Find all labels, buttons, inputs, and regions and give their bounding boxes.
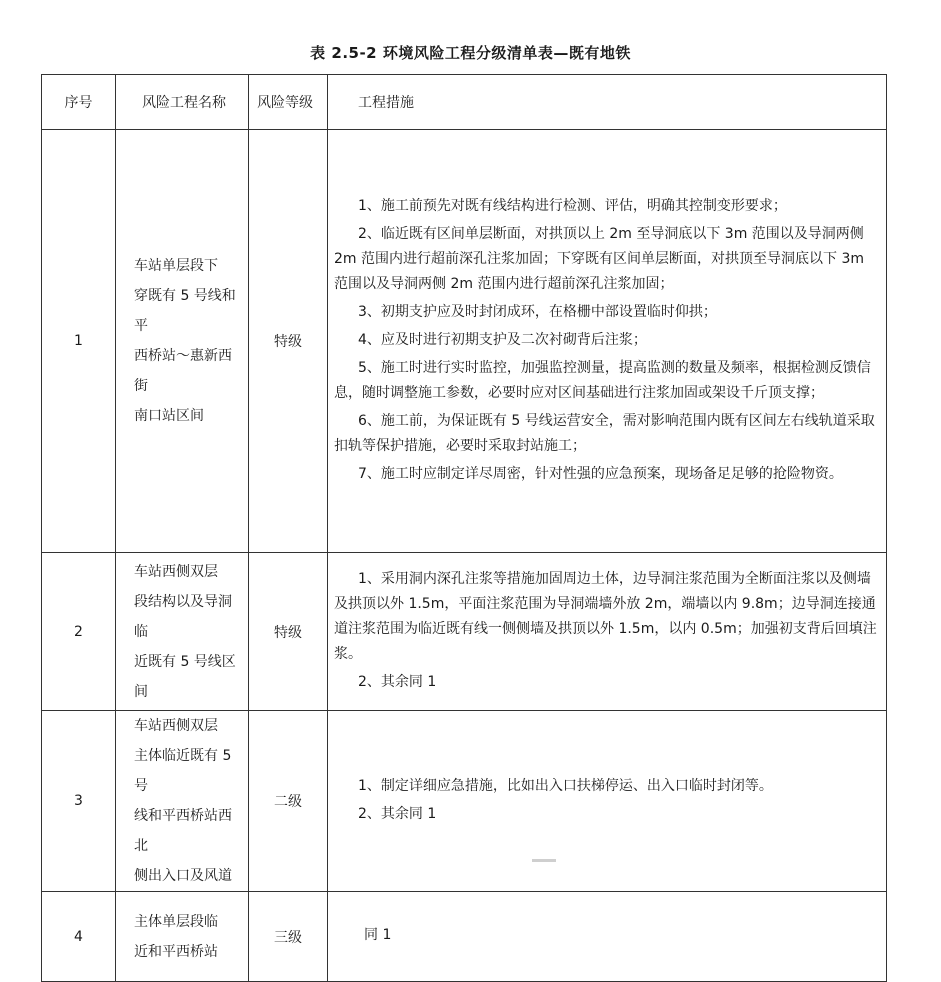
risk-name: 车站西侧双层 段结构以及导洞临 近既有 5 号线区间 [116, 553, 249, 711]
measure-item: 7、施工时应制定详尽周密，针对性强的应急预案，现场备足足够的抢险物资。 [358, 465, 843, 482]
measure-item: 1、施工前预先对既有线结构进行检测、评估，明确其控制变形要求； [358, 197, 787, 214]
measure-item: 2、其余同 1 [358, 805, 437, 822]
table-title: 表 2.5-2 环境风险工程分级清单表—既有地铁 [310, 44, 631, 62]
risk-level: 特级 [249, 130, 328, 553]
measures-cell [328, 892, 887, 982]
measure-item: 3、初期支护应及时封闭成环，在格栅中部设置临时仰拱； [358, 303, 717, 320]
table-row [42, 711, 887, 892]
risk-name: 主体单层段临 近和平西桥站 [116, 892, 249, 982]
table-row [42, 130, 887, 553]
measure-item: 2、其余同 1 [358, 673, 437, 690]
risk-level: 三级 [249, 892, 328, 982]
divider-mark [532, 859, 556, 862]
measures-cell [328, 130, 887, 553]
measure-item: 6、施工前，为保证既有 5 号线运营安全，需对影响范围内既有区间左右线轨道采取扣轨等保护措施，必要时采取封站施工； [334, 412, 875, 454]
header-level: 风险等级 [249, 75, 328, 130]
measure-item: 5、施工时进行实时监控，加强监控测量，提高监测的数量及频率，根据检测反馈信息，随时调整施工参数，必要时应对区间基础进行注浆加固或架设千斤顶支撑； [334, 359, 871, 401]
table-row [42, 892, 887, 982]
row-index: 4 [42, 892, 116, 982]
row-index: 1 [42, 130, 116, 553]
measure-item: 2、临近既有区间单层断面，对拱顶以上 2m 至导洞底以下 3m 范围以及导洞两侧 2m 范围内进行超前深孔注浆加固；下穿既有区间单层断面，对拱顶至导洞底以下 3m 范围以及导洞两侧 2m 范围内进行超前深孔注浆加固； [334, 225, 864, 292]
measure-item: 1、采用洞内深孔注浆等措施加固周边土体，边导洞注浆范围为全断面注浆以及侧墙及拱顶以外 1.5m，平面注浆范围为导洞端墙外放 2m，端墙以内 9.8m；边导洞连接通道注浆范围为临近既有线一侧侧墙及拱顶以外 1.5m，以内 0.5m；加强初支背后回填注浆。 [334, 570, 877, 662]
risk-level: 特级 [249, 553, 328, 711]
header-name: 风险工程名称 [116, 75, 249, 130]
header-measures: 工程措施 [328, 75, 887, 130]
risk-name: 车站单层段下 穿既有 5 号线和平 西桥站～惠新西街 南口站区间 [116, 130, 249, 553]
table-row [42, 553, 887, 711]
measures-cell [328, 553, 887, 711]
measure-item: 4、应及时进行初期支护及二次衬砌背后注浆； [358, 331, 647, 348]
measures-cell [328, 711, 887, 892]
header-row [42, 75, 887, 130]
risk-level: 二级 [249, 711, 328, 892]
row-index: 3 [42, 711, 116, 892]
header-index: 序号 [42, 75, 116, 130]
risk-name: 车站西侧双层 主体临近既有 5 号 线和平西桥站西北 侧出入口及风道 [116, 711, 249, 892]
risk-table [41, 74, 887, 982]
measure-item: 同 1 [364, 927, 392, 943]
measure-item: 1、制定详细应急措施，比如出入口扶梯停运、出入口临时封闭等。 [358, 777, 773, 794]
row-index: 2 [42, 553, 116, 711]
